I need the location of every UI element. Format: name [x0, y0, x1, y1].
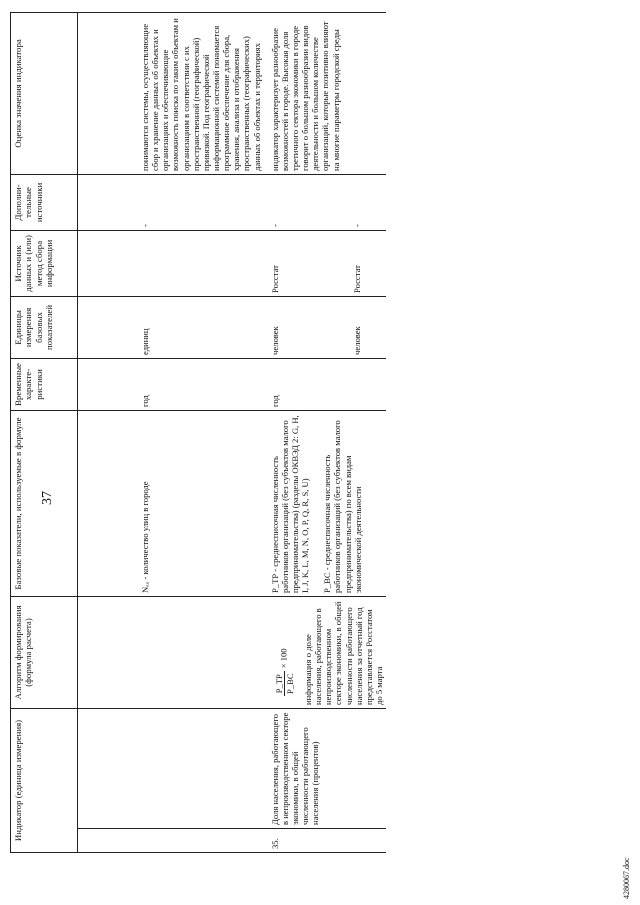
table-header-row [11, 12, 78, 852]
formula-multiplier: × 100 [278, 648, 289, 669]
header-evaluation: Оценка значения индикатора [11, 12, 78, 174]
table-row [264, 12, 386, 852]
formula-numerator: P_ТР [274, 671, 285, 696]
units-2: человек [351, 326, 362, 355]
time-cell: год [264, 358, 386, 410]
base-item-2: P_ВС - среднесписочная численность работников организаций (без субъектов малого предпринимательства) по всем видам экономической деятельности [322, 420, 363, 593]
source-1: Росстат [269, 265, 280, 293]
time-cell: год [78, 358, 264, 410]
algorithm-cell [264, 596, 386, 708]
formula [274, 600, 295, 697]
base-item-1: P_ТР - среднесписочная численность работников организаций (без субъектов малого предпринимательства) (разделы ОКВЭД 2: G, H, I, J, K, L, M, N, O, P, Q, R, S, U) [269, 415, 311, 593]
extra-2: - [351, 224, 362, 227]
formula-fraction [274, 670, 295, 697]
header-time: Временные характе-ристики [11, 358, 78, 410]
source-2: Росстат [351, 265, 362, 293]
header-extra: Дополни-тельные источники [11, 174, 78, 230]
header-base: Базовые показатели, используемые в формуле [11, 410, 78, 596]
table-row [78, 12, 264, 852]
indicator-cell: Доля населения, работающего в непроизводственном секторе экономики, в общей численности работающего населения (процентов) [264, 708, 386, 828]
header-algorithm: Алгоритм формирования (формула расчета) [11, 596, 78, 708]
source-cell [78, 230, 264, 296]
row-number [78, 829, 264, 853]
base-cell [264, 410, 386, 596]
extra-cell [264, 174, 386, 230]
indicator-cell [78, 708, 264, 828]
page-number: 37 [40, 491, 55, 505]
formula-denominator: P_ВС [284, 673, 295, 694]
row-number: 35. [264, 829, 386, 853]
units-cell [264, 296, 386, 358]
evaluation-cell: понимаются системы, осуществляющие сбор и хранение данных об объектах и организациях и обеспечивающие возможность поиска по таким объектам и организациям в соответствии с их пространственной (географической) привязкой. Под географической информационной системой понимается программное обеспечение для сбора, хранения, анализа и отображения пространственных (географических) данных об объектах и территориях [78, 12, 264, 174]
source-cell [264, 230, 386, 296]
document-id: 4280067.doc [622, 857, 631, 899]
evaluation-cell: индикатор характеризует разнообразие возможностей в городе. Высокая доля третичного сектора экономики в городе говорит о большом разнообразии видов деятельности и большом количестве организаций, которые позитивно влияют на многие параметры городской среды [264, 12, 386, 174]
extra-cell: - [78, 174, 264, 230]
extra-1: - [269, 224, 280, 227]
algorithm-text: информация о доле населения, работающего в непроизводственном секторе экономики, в общей численности работающего населения за отчетный год представляется Росстатом до 5 марта [302, 601, 384, 705]
units-1: человек [269, 326, 280, 355]
units-cell: единиц [78, 296, 264, 358]
header-indicator: Индикатор (единица измерения) [11, 708, 78, 852]
base-cell: Nₐᵤ - количество улиц в городе [78, 410, 264, 596]
header-units: Единицы измерения базовых показателей [11, 296, 78, 358]
algorithm-cell [78, 596, 264, 708]
indicator-table [10, 12, 386, 853]
header-source: Источник данных и (или) метод сбора информации [11, 230, 78, 296]
